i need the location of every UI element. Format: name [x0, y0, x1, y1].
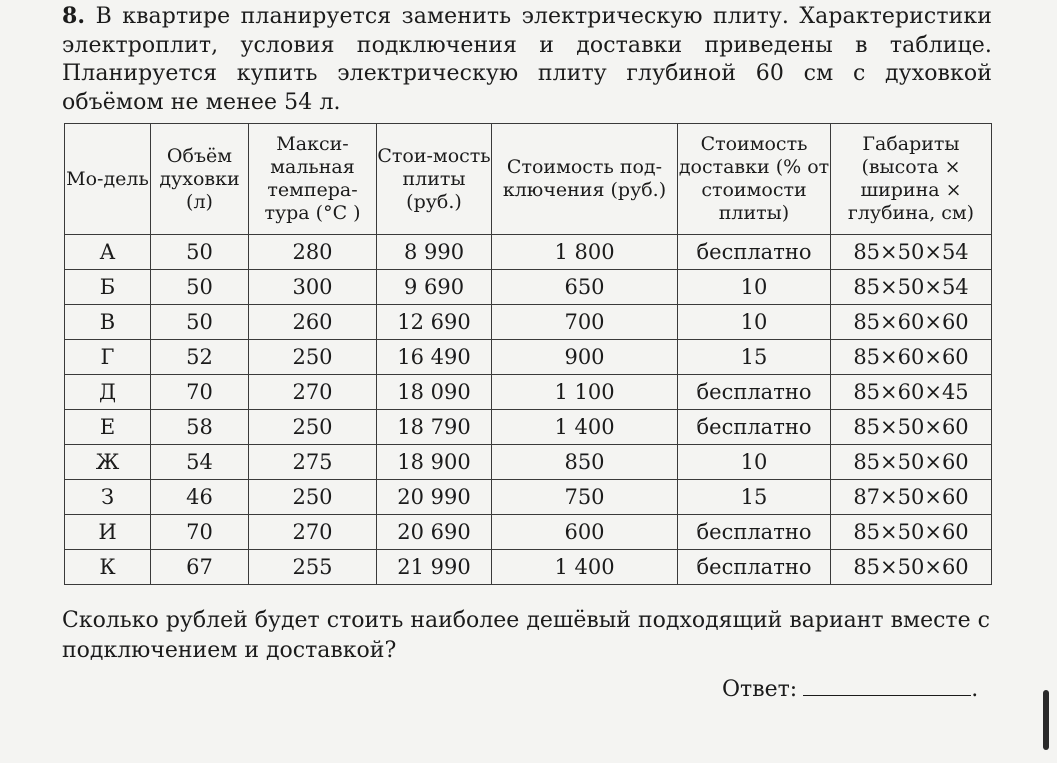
- cell-connection-price: 850: [492, 445, 678, 480]
- table-row: [65, 410, 992, 445]
- cell-delivery-price: 10: [678, 445, 831, 480]
- cell-delivery-price: бесплатно: [678, 515, 831, 550]
- header-delivery-price: Стоимость доставки (% от стоимости плиты): [678, 124, 831, 235]
- cell-model: Г: [65, 340, 151, 375]
- header-max-temperature: Макси-мальная темпера-тура (°С ): [249, 124, 377, 235]
- cell-max-temperature: 260: [249, 305, 377, 340]
- cell-stove-price: 20 690: [377, 515, 492, 550]
- cell-oven-volume: 46: [151, 480, 249, 515]
- cell-stove-price: 9 690: [377, 270, 492, 305]
- table-row: [65, 550, 992, 585]
- cell-model: И: [65, 515, 151, 550]
- cell-dimensions: 85×50×54: [831, 270, 992, 305]
- header-connection-price: Стоимость под-ключения (руб.): [492, 124, 678, 235]
- cell-connection-price: 1 800: [492, 235, 678, 270]
- table-body: [65, 235, 992, 585]
- header-oven-volume: Объём духовки (л): [151, 124, 249, 235]
- answer-field: [722, 677, 978, 702]
- answer-end-mark: .: [971, 677, 979, 702]
- scrollbar[interactable]: [1043, 690, 1049, 750]
- cell-connection-price: 900: [492, 340, 678, 375]
- cell-model: А: [65, 235, 151, 270]
- cell-connection-price: 750: [492, 480, 678, 515]
- problem-statement: [62, 2, 992, 117]
- cell-delivery-price: 10: [678, 305, 831, 340]
- cell-max-temperature: 275: [249, 445, 377, 480]
- cell-dimensions: 85×50×60: [831, 515, 992, 550]
- cell-model: Б: [65, 270, 151, 305]
- cell-model: В: [65, 305, 151, 340]
- cell-dimensions: 85×50×54: [831, 235, 992, 270]
- table-row: [65, 305, 992, 340]
- stoves-table: [64, 123, 992, 585]
- cell-dimensions: 87×50×60: [831, 480, 992, 515]
- table-header-row: [65, 124, 992, 235]
- cell-connection-price: 700: [492, 305, 678, 340]
- answer-label: Ответ:: [722, 677, 798, 702]
- cell-dimensions: 85×50×60: [831, 550, 992, 585]
- cell-oven-volume: 50: [151, 305, 249, 340]
- cell-dimensions: 85×60×60: [831, 340, 992, 375]
- cell-connection-price: 1 400: [492, 550, 678, 585]
- cell-stove-price: 18 090: [377, 375, 492, 410]
- cell-oven-volume: 58: [151, 410, 249, 445]
- problem-text: В квартире планируется заменить электрическую плиту. Характеристики электроплит, условия подключения и доставки приведены в таблице. Планируется купить электрическую плиту глубиной 60 см с духовкой объёмом не менее 54 л.: [62, 4, 992, 115]
- table-row: [65, 340, 992, 375]
- cell-stove-price: 18 900: [377, 445, 492, 480]
- answer-blank-line[interactable]: [803, 677, 971, 696]
- cell-delivery-price: бесплатно: [678, 235, 831, 270]
- cell-stove-price: 21 990: [377, 550, 492, 585]
- cell-stove-price: 8 990: [377, 235, 492, 270]
- header-stove-price: Стои-мость плиты (руб.): [377, 124, 492, 235]
- cell-oven-volume: 52: [151, 340, 249, 375]
- cell-max-temperature: 250: [249, 340, 377, 375]
- cell-delivery-price: бесплатно: [678, 550, 831, 585]
- cell-oven-volume: 50: [151, 235, 249, 270]
- cell-connection-price: 1 400: [492, 410, 678, 445]
- cell-oven-volume: 67: [151, 550, 249, 585]
- cell-oven-volume: 70: [151, 375, 249, 410]
- cell-connection-price: 600: [492, 515, 678, 550]
- cell-dimensions: 85×60×45: [831, 375, 992, 410]
- cell-dimensions: 85×50×60: [831, 445, 992, 480]
- cell-max-temperature: 270: [249, 375, 377, 410]
- cell-model: Е: [65, 410, 151, 445]
- cell-model: Д: [65, 375, 151, 410]
- header-model: Мо-дель: [65, 124, 151, 235]
- table-row: [65, 235, 992, 270]
- cell-connection-price: 650: [492, 270, 678, 305]
- header-dimensions: Габариты (высота × ширина × глубина, см): [831, 124, 992, 235]
- cell-oven-volume: 50: [151, 270, 249, 305]
- table-row: [65, 270, 992, 305]
- cell-delivery-price: 15: [678, 480, 831, 515]
- table-row: [65, 480, 992, 515]
- cell-max-temperature: 250: [249, 480, 377, 515]
- cell-delivery-price: 10: [678, 270, 831, 305]
- table-row: [65, 375, 992, 410]
- cell-stove-price: 16 490: [377, 340, 492, 375]
- cell-dimensions: 85×60×60: [831, 305, 992, 340]
- cell-dimensions: 85×50×60: [831, 410, 992, 445]
- cell-max-temperature: 300: [249, 270, 377, 305]
- cell-connection-price: 1 100: [492, 375, 678, 410]
- cell-stove-price: 20 990: [377, 480, 492, 515]
- cell-oven-volume: 54: [151, 445, 249, 480]
- cell-delivery-price: 15: [678, 340, 831, 375]
- cell-stove-price: 12 690: [377, 305, 492, 340]
- cell-max-temperature: 280: [249, 235, 377, 270]
- cell-model: К: [65, 550, 151, 585]
- cell-stove-price: 18 790: [377, 410, 492, 445]
- cell-max-temperature: 270: [249, 515, 377, 550]
- cell-delivery-price: бесплатно: [678, 375, 831, 410]
- question-text: Сколько рублей будет стоить наиболее дешёвый подходящий вариант вместе с подключением и доставкой?: [62, 608, 990, 663]
- cell-delivery-price: бесплатно: [678, 410, 831, 445]
- table-row: [65, 445, 992, 480]
- cell-model: З: [65, 480, 151, 515]
- cell-oven-volume: 70: [151, 515, 249, 550]
- problem-number: 8.: [62, 3, 86, 29]
- cell-model: Ж: [65, 445, 151, 480]
- cell-max-temperature: 250: [249, 410, 377, 445]
- cell-max-temperature: 255: [249, 550, 377, 585]
- table-row: [65, 515, 992, 550]
